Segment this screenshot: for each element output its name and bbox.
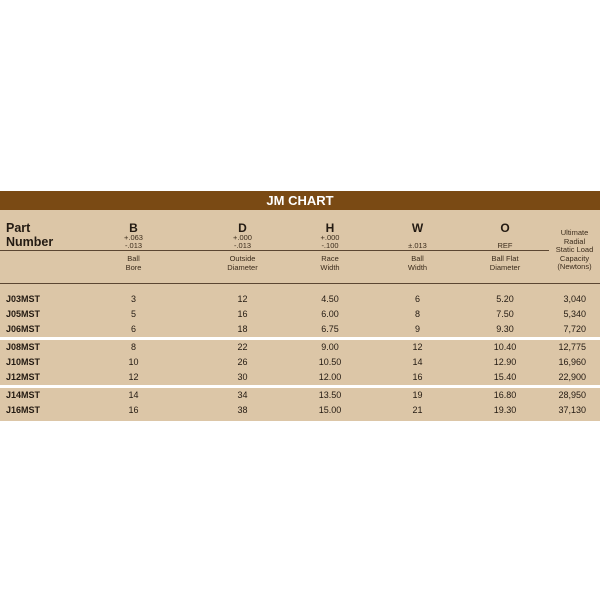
chart-table-body [0, 210, 600, 421]
capacity-line: Capacity [559, 253, 590, 263]
desc-line: Ball Flat [491, 254, 519, 263]
value-cell: 12 [412, 342, 423, 352]
value-cell: 16,960 [558, 357, 586, 367]
value-cell: 28,950 [558, 390, 586, 400]
col-tolerance: -.013 [124, 241, 143, 250]
col-tolerance: ±.013 [408, 241, 427, 250]
value-cell: 37,130 [558, 405, 586, 415]
capacity-line: Radial [563, 236, 586, 246]
value-cell: 15.40 [493, 372, 517, 382]
desc-line: Outside [229, 254, 256, 263]
value-cell: 10.50 [318, 357, 342, 367]
value-cell: 3 [130, 294, 136, 304]
jm-chart [0, 191, 600, 421]
table-row [0, 340, 600, 355]
col-tolerance: +.000 [233, 233, 252, 242]
col-b-header [68, 210, 199, 250]
value-cell: 14 [412, 357, 423, 367]
value-cell: 16 [412, 372, 423, 382]
value-cell: 19.30 [493, 405, 517, 415]
spacer [0, 284, 600, 293]
col-h-header [286, 210, 374, 250]
desc-line: Race [321, 254, 339, 263]
col-tolerance: -.013 [233, 241, 252, 250]
value-cell: 12 [128, 372, 139, 382]
table-row [0, 403, 600, 418]
col-h-desc [286, 251, 374, 284]
col-w-desc [374, 251, 461, 284]
value-cell: 9.00 [321, 342, 339, 352]
table-row [0, 370, 600, 385]
desc-line: Diameter [227, 262, 258, 272]
capacity-line: Static Load [555, 245, 594, 254]
value-cell: 18 [237, 324, 248, 334]
value-cell: 10.40 [493, 342, 517, 352]
col-tolerance: +.000 [320, 233, 340, 242]
value-cell: 12,775 [558, 342, 586, 352]
col-letter: H [325, 221, 335, 235]
part-number-header [0, 210, 68, 250]
desc-line: Ball [127, 254, 140, 263]
value-cell: 7.50 [496, 309, 514, 319]
part-number-cell: J05MST [6, 309, 41, 319]
chart-title: JM CHART [0, 191, 600, 210]
value-cell: 12.90 [493, 357, 517, 367]
value-cell: 19 [412, 390, 423, 400]
desc-line: Diameter [489, 262, 521, 272]
value-cell: 12.00 [318, 372, 342, 382]
value-cell: 5 [130, 309, 136, 319]
value-cell: 6 [130, 324, 136, 334]
value-cell: 22,900 [558, 372, 586, 382]
value-cell: 5,340 [563, 309, 586, 319]
value-cell: 26 [237, 357, 248, 367]
table-row [0, 355, 600, 370]
value-cell: 15.00 [318, 405, 342, 415]
col-letter: D [238, 221, 247, 235]
table-row [0, 322, 600, 337]
header-row [0, 210, 600, 250]
col-o-header [461, 210, 549, 250]
value-cell: 10 [128, 357, 139, 367]
value-cell: 9 [414, 324, 420, 334]
value-cell: 21 [412, 405, 423, 415]
desc-line: Ball [411, 254, 424, 263]
value-cell: 3,040 [563, 294, 586, 304]
value-cell: 4.50 [321, 294, 339, 304]
value-cell: 34 [237, 390, 248, 400]
value-cell: 16.80 [493, 390, 517, 400]
table-row [0, 307, 600, 322]
col-letter: W [411, 221, 424, 235]
capacity-line: (Newtons) [557, 262, 592, 271]
value-cell: 16 [128, 405, 139, 415]
part-label: Part [6, 221, 31, 235]
value-cell: 8 [414, 309, 420, 319]
description-row [0, 251, 600, 284]
value-cell: 6 [414, 294, 420, 304]
part-number-cell: J12MST [6, 372, 41, 382]
col-tolerance: REF [497, 241, 513, 250]
col-tolerance: +.063 [124, 233, 143, 242]
value-cell: 38 [237, 405, 248, 415]
value-cell: 22 [237, 342, 248, 352]
value-cell: 7,720 [563, 324, 586, 334]
col-o-desc [461, 251, 549, 284]
value-cell: 9.30 [496, 324, 514, 334]
table-row [0, 292, 600, 307]
jm-chart-table [0, 210, 600, 418]
col-b-desc [68, 251, 199, 284]
value-cell: 6.00 [321, 309, 339, 319]
value-cell: 8 [130, 342, 136, 352]
part-number-cell: J06MST [6, 324, 41, 334]
part-number-cell: J03MST [6, 294, 41, 304]
desc-line: Width [320, 262, 340, 272]
number-label: Number [6, 235, 54, 249]
capacity-line: Ultimate [560, 228, 589, 237]
part-number-cell: J16MST [6, 405, 41, 415]
col-w-header [374, 210, 461, 250]
col-d-header [199, 210, 286, 250]
col-letter: O [500, 221, 510, 235]
col-d-desc [199, 251, 286, 284]
value-cell: 14 [128, 390, 139, 400]
value-cell: 6.75 [321, 324, 339, 334]
col-tolerance: -.100 [321, 241, 339, 250]
table-row [0, 388, 600, 403]
capacity-header [549, 210, 600, 283]
value-cell: 12 [237, 294, 248, 304]
desc-line: Bore [125, 262, 142, 272]
part-number-cell: J08MST [6, 342, 41, 352]
part-number-cell: J10MST [6, 357, 41, 367]
part-number-cell: J14MST [6, 390, 41, 400]
value-cell: 16 [237, 309, 248, 319]
value-cell: 30 [237, 372, 248, 382]
value-cell: 5.20 [496, 294, 514, 304]
value-cell: 13.50 [318, 390, 342, 400]
desc-line: Width [407, 262, 428, 272]
col-letter: B [129, 221, 138, 235]
